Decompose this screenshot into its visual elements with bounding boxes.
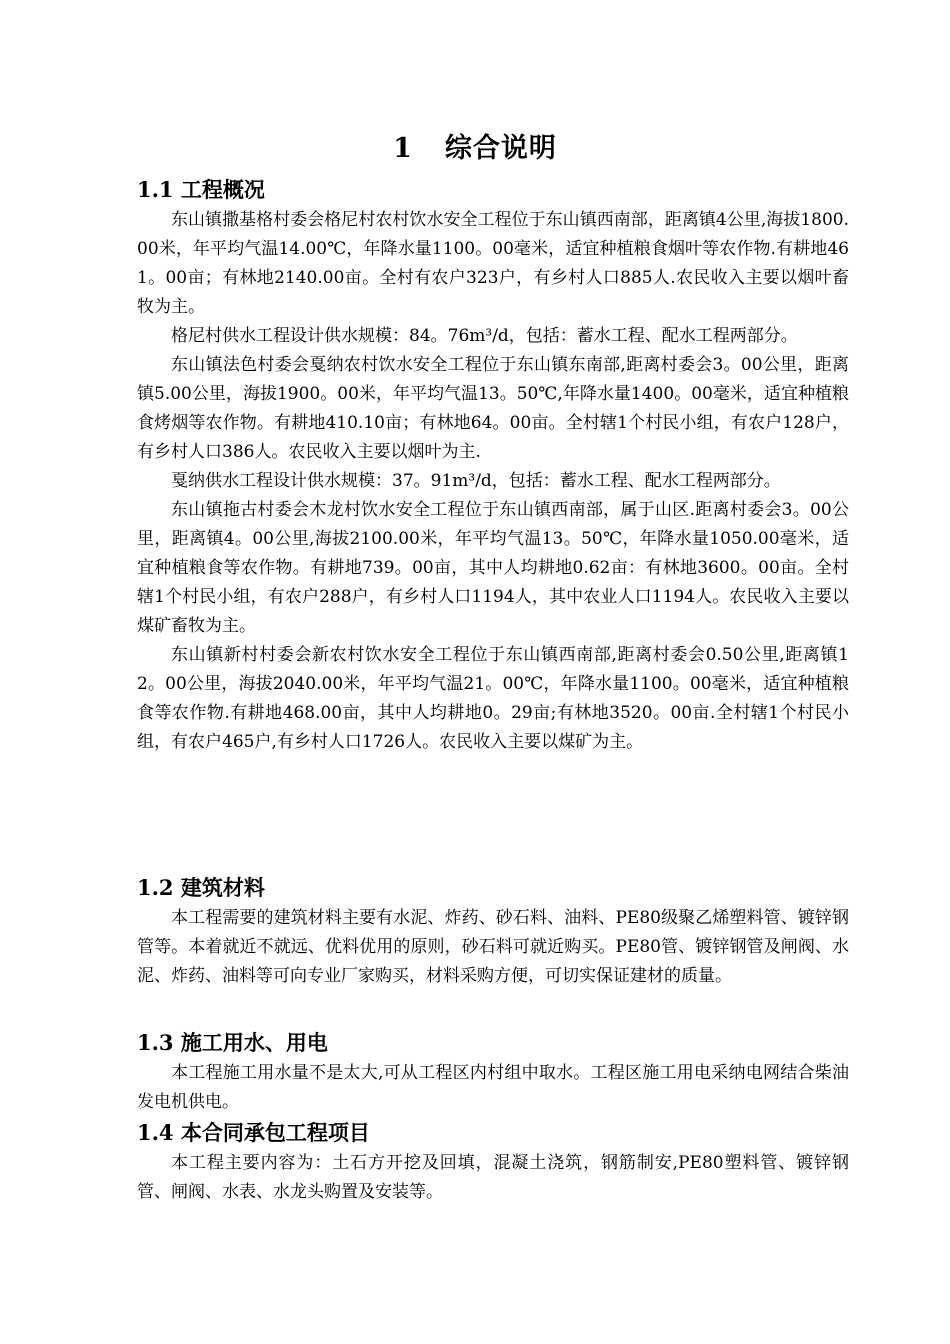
section-water-electricity — [137, 1027, 849, 1117]
chapter-number: 1 — [393, 133, 413, 164]
paragraph: 本工程施工用水量不是太大,可从工程区内村组中取水。工程区施工用电采纳电网结合柴油发电机供电。 — [137, 1063, 849, 1112]
paragraph: 本工程需要的建筑材料主要有水泥、炸药、砂石料、油料、PE80级聚乙烯塑料管、镀锌钢管等。本着就近不就远、优料优用的原则，砂石料可就近购买。PE80管、镀锌钢管及闸阀、水泥、炸药、油料等可向专业厂家购买，材料采购方便，可切实保证建材的质量。 — [137, 908, 849, 986]
section-contract-items — [137, 1117, 849, 1207]
section-project-overview — [137, 174, 849, 757]
document-title — [0, 130, 950, 168]
paragraph: 东山镇拖古村委会木龙村饮水安全工程位于东山镇西南部，属于山区.距离村委会3。00公里，距离镇4。00公里,海拔2100.00米，年平均气温13。50℃，年降水量1050.00毫米，适宜种植粮食等农作物。有耕地739。00亩，其中人均耕地0.62亩：有林地3600。00亩。全村辖1个村民小组，有农户288户，有乡村人口1194人，其中农业人口1194人。农民收入主要以煤矿畜牧为主。 — [137, 500, 849, 636]
chapter-title: 综合说明 — [444, 133, 557, 164]
paragraph: 戛纳供水工程设计供水规模：37。91m³/d，包括：蓄水工程、配水工程两部分。 — [171, 471, 781, 491]
paragraph: 格尼村供水工程设计供水规模：84。76m³/d，包括：蓄水工程、配水工程两部分。 — [171, 326, 798, 346]
section-heading: 1.3 施工用水、用电 — [137, 1030, 328, 1055]
paragraph: 东山镇新村村委会新农村饮水安全工程位于东山镇西南部,距离村委会0.50公里,距离镇12。00公里，海拔2040.00米，年平均气温21。00℃，年降水量1100。00毫米，适宜种植粮食等农作物.有耕地468.00亩，其中人均耕地0。29亩;有林地3520。00亩.全村辖1个村民小组，有农户465户,有乡村人口1726人。农民收入主要以煤矿为主。 — [137, 645, 849, 752]
paragraph: 本工程主要内容为：土石方开挖及回填，混凝土浇筑，钢筋制安,PE80塑料管、镀锌钢管、闸阀、水表、水龙头购置及安装等。 — [137, 1153, 849, 1202]
paragraph: 东山镇撒基格村委会格尼村农村饮水安全工程位于东山镇西南部，距离镇4公里,海拔1800.00米，年平均气温14.00℃，年降水量1100。00毫米，适宜种植粮食烟叶等农作物.有耕地461。00亩；有林地2140.00亩。全村有农户323户，有乡村人口885人.农民收入主要以烟叶畜牧为主。 — [137, 210, 849, 317]
section-heading: 1.4 本合同承包工程项目 — [137, 1120, 370, 1145]
paragraph: 东山镇法色村委会戛纳农村饮水安全工程位于东山镇东南部,距离村委会3。00公里，距离镇5.00公里，海拔1900。00米，年平均气温13。50℃,年降水量1400。00毫米，适宜种植粮食烤烟等农作物。有耕地410.10亩；有林地64。00亩。全村辖1个村民小组，有农户128户，有乡村人口386人。农民收入主要以烟叶为主. — [137, 355, 849, 462]
section-building-materials — [137, 872, 849, 991]
section-heading: 1.1 工程概况 — [137, 177, 265, 202]
section-heading: 1.2 建筑材料 — [137, 875, 265, 900]
